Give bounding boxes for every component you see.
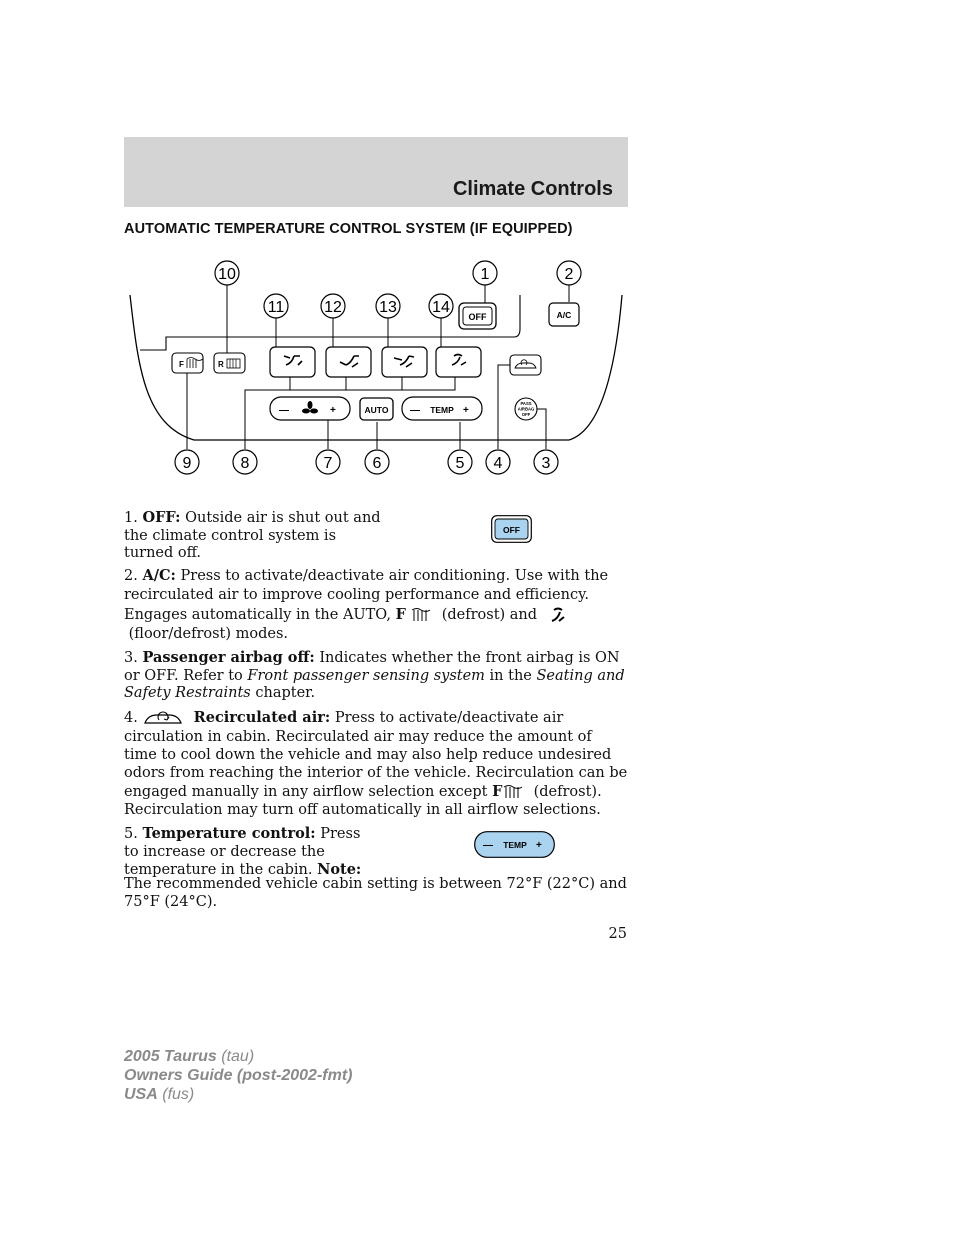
callout-6 [365,450,389,474]
airflow-panel-button [270,347,315,377]
item-temperature-control-note: The recommended vehicle cabin setting is between 72°F (22°C) and 75°F (24°C). [124,876,627,910]
recirculation-button [510,355,541,375]
svg-text:14: 14 [432,299,450,316]
svg-text:+: + [536,840,542,851]
svg-text:3: 3 [541,455,551,472]
airflow-bilevel-button [326,347,371,377]
footer-line-3: USA (fus) [124,1086,195,1103]
chapter-title: Climate Controls [452,178,613,200]
svg-text:—: — [410,405,420,416]
defrost-icon [502,784,524,800]
svg-text:8: 8 [240,455,250,472]
callout-3 [534,450,558,474]
svg-text:—: — [279,405,289,416]
passenger-airbag-indicator [515,398,537,420]
fan-speed-button [270,397,350,420]
defrost-icon [410,607,432,623]
temp-button [402,397,482,420]
callout-9 [175,450,199,474]
callout-5 [448,450,472,474]
item-off: 1. OFF: Outside air is shut out and the climate control system is turned off. [124,509,381,561]
document-footer [124,1047,352,1104]
svg-text:F: F [179,360,184,369]
item-passenger-airbag: 3. Passenger airbag off: Indicates whether the front airbag is ON or OFF. Refer to Front passenger sensing system in the Seating and Safety Restraints chapter. [124,649,625,701]
svg-text:1: 1 [480,266,490,283]
svg-text:12: 12 [324,299,342,316]
svg-text:6: 6 [372,455,382,472]
svg-text:PASS: PASS [520,401,532,406]
auto-button [360,398,393,420]
item-recirculated-air: 4. Recirculated air: Press to activate/deactivate air circulation in cabin. Recirculated air may reduce the amount of time to cool down the vehicle and may also help reduce undesired odors from reaching the interior of the vehicle. Recirculation can be engaged manually in any airflow selection except F (defrost). Recirculation may turn off automatically in all airflow selections. [124,709,628,818]
callout-1 [473,261,497,285]
svg-text:TEMP: TEMP [430,405,454,415]
item-temperature-control: 5. Temperature control: Press to increase or decrease the temperature in the cabin. Note: [124,825,362,878]
svg-text:10: 10 [218,266,236,283]
callout-8 [233,450,257,474]
page-number: 25 [608,926,627,942]
rear-defrost-button [214,353,245,373]
callout-11 [264,294,288,318]
item-ac: 2. A/C: Press to activate/deactivate air conditioning. Use with the recirculated air to improve cooling performance and efficiency. Engages automatically in the AUTO, F (defrost) and (floor/defrost) modes. [124,567,609,642]
climate-control-panel-diagram [124,255,628,490]
callout-14 [429,294,453,318]
callout-13 [376,294,400,318]
svg-text:R: R [218,360,224,369]
svg-text:AIRBAG: AIRBAG [517,406,535,412]
front-defrost-button [172,353,203,373]
off-button [459,303,496,329]
svg-text:+: + [463,405,469,416]
airflow-floor-button [382,347,427,377]
recirculation-icon [142,708,184,728]
airflow-floor-defrost-button [436,347,481,377]
svg-text:OFF: OFF [521,412,531,417]
svg-text:AUTO: AUTO [364,405,389,415]
svg-text:OFF: OFF [468,312,487,322]
svg-text:5: 5 [455,455,465,472]
off-button-icon [491,515,532,543]
callout-12 [321,294,345,318]
ac-button [549,303,579,326]
footer-line-1: 2005 Taurus (tau) [124,1048,255,1065]
svg-text:TEMP: TEMP [503,840,527,850]
footer-line-2: Owners Guide (post-2002-fmt) [124,1067,353,1084]
callout-4 [486,450,510,474]
svg-text:—: — [483,840,493,851]
svg-text:2: 2 [564,266,574,283]
callout-7 [316,450,340,474]
temp-button-icon [474,831,555,858]
svg-text:9: 9 [182,455,192,472]
floor-defrost-icon [542,607,568,623]
callout-10 [215,261,239,285]
svg-text:+: + [330,405,336,416]
svg-text:4: 4 [493,455,503,472]
chapter-header [124,137,628,207]
svg-text:11: 11 [267,299,285,316]
svg-text:7: 7 [323,455,333,472]
svg-text:OFF: OFF [503,525,520,535]
svg-text:13: 13 [379,299,397,316]
section-heading: AUTOMATIC TEMPERATURE CONTROL SYSTEM (IF EQUIPPED) [124,221,573,237]
svg-text:A/C: A/C [556,310,572,320]
callout-2 [557,261,581,285]
